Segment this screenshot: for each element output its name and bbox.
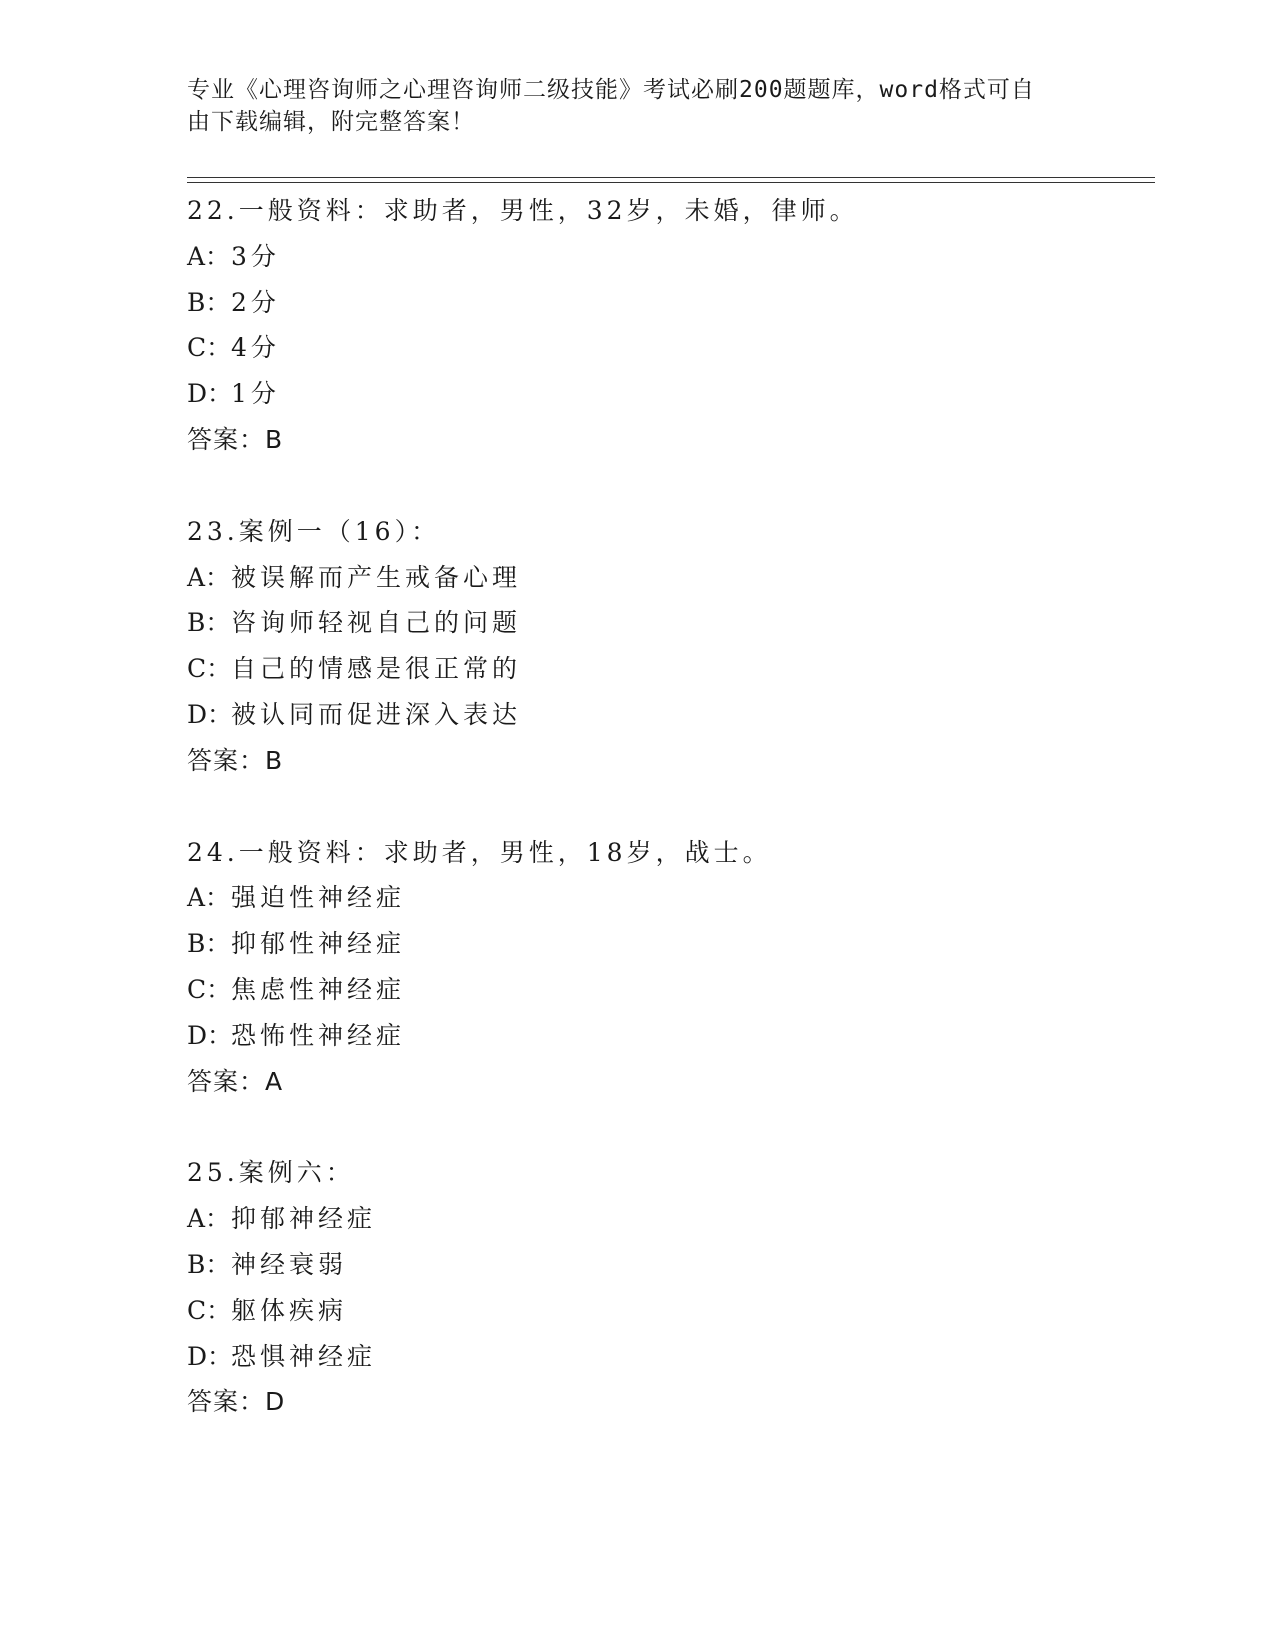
option-letter: A： [187, 1204, 231, 1234]
option-text: 1分 [231, 379, 280, 409]
option-letter: C： [187, 1295, 232, 1325]
option-d [187, 692, 1155, 738]
option-text: 2分 [231, 287, 280, 317]
option-letter: A： [187, 883, 231, 913]
question-list [187, 188, 1155, 1471]
option-letter: B： [187, 929, 231, 959]
option-c [187, 1288, 1155, 1334]
option-a [187, 875, 1155, 921]
option-b [187, 280, 1155, 326]
option-letter: D： [187, 1341, 233, 1371]
option-text: 强迫性神经症 [231, 883, 406, 913]
answer-line: 答案：B [187, 424, 284, 454]
option-text: 3分 [231, 241, 280, 271]
option-text: 恐惧神经症 [231, 1341, 377, 1371]
option-text: 被认同而促进深入表达 [231, 699, 522, 729]
option-c [187, 646, 1155, 692]
option-c [187, 967, 1155, 1013]
option-text: 咨询师轻视自己的问题 [231, 608, 522, 638]
option-text: 自己的情感是很正常的 [231, 654, 522, 684]
option-d [187, 1013, 1155, 1059]
option-text: 恐怖性神经症 [231, 1020, 406, 1050]
option-b [187, 1242, 1155, 1288]
option-letter: A： [187, 562, 231, 592]
option-text: 4分 [231, 333, 280, 363]
option-text: 抑郁神经症 [231, 1204, 377, 1234]
option-letter: B： [187, 608, 231, 638]
option-a [187, 1196, 1155, 1242]
option-c [187, 325, 1155, 371]
option-a [187, 555, 1155, 601]
answer-line: 答案：A [187, 1066, 284, 1096]
question-stem: 23.案例一（16）： [187, 516, 441, 546]
option-letter: D： [187, 379, 233, 409]
option-text: 被误解而产生戒备心理 [231, 562, 522, 592]
question-stem: 25.案例六： [187, 1158, 355, 1188]
answer-line: 答案：B [187, 745, 284, 775]
question-stem: 24.一般资料：求助者，男性，18岁，战士。 [187, 837, 772, 867]
option-letter: A： [187, 241, 231, 271]
header-line-1: 专业《心理咨询师之心理咨询师二级技能》考试必刷200题题库，word格式可自 [187, 77, 1035, 103]
question-23 [187, 509, 1155, 784]
option-text: 抑郁性神经症 [231, 929, 406, 959]
option-d [187, 371, 1155, 417]
option-letter: C： [187, 974, 232, 1004]
option-letter: D： [187, 699, 233, 729]
question-25 [187, 1150, 1155, 1425]
header-line-2: 由下载编辑，附完整答案！ [187, 109, 475, 135]
option-d [187, 1334, 1155, 1380]
option-a [187, 234, 1155, 280]
question-stem: 22.一般资料：求助者，男性，32岁，未婚，律师。 [187, 196, 859, 225]
option-letter: C： [187, 333, 232, 363]
option-letter: D： [187, 1020, 233, 1050]
option-letter: B： [187, 287, 231, 317]
option-letter: C： [187, 654, 232, 684]
header-divider-bottom [187, 182, 1155, 183]
option-text: 躯体疾病 [231, 1295, 348, 1325]
question-22 [187, 188, 1155, 463]
option-b [187, 921, 1155, 967]
option-letter: B： [187, 1249, 231, 1279]
option-text: 神经衰弱 [231, 1249, 348, 1279]
document-header [187, 74, 1067, 138]
option-text: 焦虑性神经症 [231, 974, 406, 1004]
question-24 [187, 830, 1155, 1105]
option-b [187, 600, 1155, 646]
answer-line: 答案：D [187, 1387, 286, 1417]
header-divider-top [187, 177, 1155, 178]
